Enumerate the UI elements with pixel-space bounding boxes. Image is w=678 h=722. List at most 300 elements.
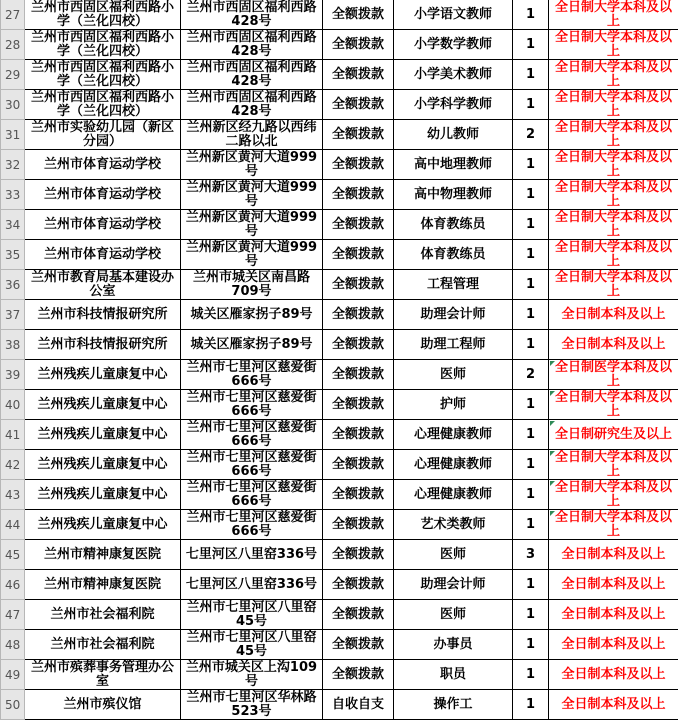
address-cell[interactable]	[181, 540, 323, 570]
requirement-cell[interactable]	[549, 330, 678, 360]
requirement-cell[interactable]	[549, 240, 678, 270]
requirement-cell-text: 全日制本科及以上	[561, 576, 666, 592]
row-number-text: 31	[5, 127, 21, 142]
row-number[interactable]	[1, 30, 25, 60]
requirement-cell-text: 全日制本科及以上	[561, 696, 666, 712]
count-cell-text: 2	[525, 126, 536, 142]
unit-cell-text: 兰州市体育运动学校	[43, 186, 161, 202]
table-row	[1, 420, 678, 450]
row-number[interactable]	[1, 210, 25, 240]
funding-cell-text: 全额拨款	[331, 546, 384, 562]
row-number-text: 29	[5, 67, 21, 82]
position-cell[interactable]	[394, 150, 513, 180]
address-cell[interactable]	[181, 510, 323, 540]
row-number[interactable]	[1, 240, 25, 270]
funding-cell-text: 全额拨款	[331, 6, 384, 22]
count-cell[interactable]	[513, 630, 549, 660]
unit-cell[interactable]	[25, 420, 181, 450]
funding-cell[interactable]	[323, 600, 394, 630]
table-row	[1, 120, 678, 150]
requirement-cell[interactable]	[549, 150, 678, 180]
funding-cell[interactable]	[323, 0, 394, 30]
row-number-text: 33	[5, 187, 21, 202]
position-cell[interactable]	[394, 480, 513, 510]
requirement-cell[interactable]	[549, 360, 678, 390]
count-cell-text: 1	[525, 6, 536, 22]
count-cell-text: 1	[525, 666, 536, 682]
address-cell-text: 兰州市七里河区慈爱街666号	[186, 359, 317, 389]
requirement-cell[interactable]	[549, 60, 678, 90]
requirement-cell[interactable]	[549, 390, 678, 420]
address-cell-text: 兰州市七里河区慈爱街666号	[186, 419, 317, 449]
address-cell[interactable]	[181, 60, 323, 90]
funding-cell-text: 全额拨款	[331, 36, 384, 52]
requirement-cell[interactable]	[549, 180, 678, 210]
table-row	[1, 630, 678, 660]
address-cell[interactable]	[181, 450, 323, 480]
funding-cell-text: 全额拨款	[331, 336, 384, 352]
funding-cell[interactable]	[323, 360, 394, 390]
unit-cell[interactable]	[25, 390, 181, 420]
row-number-text: 44	[5, 517, 21, 532]
count-cell[interactable]	[513, 120, 549, 150]
address-cell[interactable]	[181, 390, 323, 420]
row-number-text: 45	[5, 547, 21, 562]
row-number-text: 46	[5, 577, 21, 592]
count-cell[interactable]	[513, 330, 549, 360]
funding-cell-text: 全额拨款	[331, 486, 384, 502]
row-number-text: 27	[5, 7, 21, 22]
requirement-cell[interactable]	[549, 30, 678, 60]
address-cell[interactable]	[181, 270, 323, 300]
row-number[interactable]	[1, 360, 25, 390]
requirement-cell[interactable]	[549, 0, 678, 30]
row-number[interactable]	[1, 390, 25, 420]
funding-cell[interactable]	[323, 240, 394, 270]
funding-cell-text: 全额拨款	[331, 156, 384, 172]
unit-cell[interactable]	[25, 630, 181, 660]
table-row	[1, 300, 678, 330]
position-cell[interactable]	[394, 570, 513, 600]
unit-cell[interactable]	[25, 360, 181, 390]
unit-cell-text: 兰州市实验幼儿园（新区分园）	[30, 119, 174, 149]
position-cell[interactable]	[394, 300, 513, 330]
funding-cell[interactable]	[323, 660, 394, 690]
address-cell[interactable]	[181, 570, 323, 600]
count-cell[interactable]	[513, 210, 549, 240]
table-row	[1, 150, 678, 180]
funding-cell[interactable]	[323, 480, 394, 510]
row-number[interactable]	[1, 120, 25, 150]
unit-cell[interactable]	[25, 270, 181, 300]
requirement-cell[interactable]	[549, 630, 678, 660]
position-cell-text: 职员	[439, 666, 466, 682]
funding-cell[interactable]	[323, 390, 394, 420]
unit-cell[interactable]	[25, 690, 181, 720]
unit-cell[interactable]	[25, 450, 181, 480]
funding-cell[interactable]	[323, 210, 394, 240]
table-row	[1, 600, 678, 630]
requirement-cell[interactable]	[549, 570, 678, 600]
unit-cell-text: 兰州残疾儿童康复中心	[37, 516, 168, 532]
unit-cell[interactable]	[25, 600, 181, 630]
position-cell[interactable]	[394, 0, 513, 30]
unit-cell-text: 兰州市科技情报研究所	[37, 336, 168, 352]
count-cell[interactable]	[513, 660, 549, 690]
requirement-cell[interactable]	[549, 480, 678, 510]
count-cell[interactable]	[513, 270, 549, 300]
row-number-text: 39	[5, 367, 21, 382]
row-number[interactable]	[1, 330, 25, 360]
count-cell-text: 1	[525, 636, 536, 652]
row-number[interactable]	[1, 420, 25, 450]
count-cell-text: 1	[525, 306, 536, 322]
funding-cell-text: 全额拨款	[331, 66, 384, 82]
row-number-text: 30	[5, 97, 21, 112]
position-cell-text: 心理健康教师	[413, 426, 492, 442]
position-cell[interactable]	[394, 210, 513, 240]
count-cell-text: 1	[525, 186, 536, 202]
funding-cell[interactable]	[323, 90, 394, 120]
address-cell[interactable]	[181, 210, 323, 240]
row-number[interactable]	[1, 480, 25, 510]
requirement-cell-text: 全日制大学本科及以上	[554, 269, 672, 299]
unit-cell[interactable]	[25, 660, 181, 690]
count-cell[interactable]	[513, 570, 549, 600]
address-cell-text: 兰州市七里河区八里窑45号	[186, 599, 317, 629]
requirement-cell[interactable]	[549, 690, 678, 720]
requirement-cell-text: 全日制大学本科及以上	[554, 179, 672, 209]
funding-cell-text: 全额拨款	[331, 396, 384, 412]
position-cell[interactable]	[394, 690, 513, 720]
unit-cell-text: 兰州市精神康复医院	[43, 546, 161, 562]
address-cell[interactable]	[181, 420, 323, 450]
address-cell[interactable]	[181, 630, 323, 660]
funding-cell-text: 自收自支	[331, 696, 384, 712]
position-cell[interactable]	[394, 180, 513, 210]
unit-cell[interactable]	[25, 60, 181, 90]
count-cell[interactable]	[513, 60, 549, 90]
requirement-cell-text: 全日制本科及以上	[561, 546, 666, 562]
count-cell-text: 2	[525, 366, 536, 382]
position-cell[interactable]	[394, 450, 513, 480]
position-cell-text: 助理会计师	[420, 576, 486, 592]
address-cell[interactable]	[181, 690, 323, 720]
funding-cell[interactable]	[323, 570, 394, 600]
unit-cell-text: 兰州市科技情报研究所	[37, 306, 168, 322]
position-cell[interactable]	[394, 90, 513, 120]
address-cell[interactable]	[181, 300, 323, 330]
count-cell[interactable]	[513, 390, 549, 420]
row-number[interactable]	[1, 270, 25, 300]
unit-cell[interactable]	[25, 90, 181, 120]
address-cell[interactable]	[181, 660, 323, 690]
position-cell[interactable]	[394, 540, 513, 570]
table-row	[1, 510, 678, 540]
table-row	[1, 210, 678, 240]
count-cell[interactable]	[513, 690, 549, 720]
address-cell-text: 兰州市七里河区慈爱街666号	[186, 479, 317, 509]
requirement-cell[interactable]	[549, 120, 678, 150]
table-row	[1, 360, 678, 390]
table-row	[1, 390, 678, 420]
count-cell-text: 1	[525, 276, 536, 292]
address-cell-text: 兰州市西固区福利西路428号	[186, 0, 317, 29]
table-row	[1, 30, 678, 60]
address-cell[interactable]	[181, 120, 323, 150]
position-cell[interactable]	[394, 420, 513, 450]
count-cell-text: 1	[525, 456, 536, 472]
unit-cell[interactable]	[25, 300, 181, 330]
table-row	[1, 660, 678, 690]
row-number[interactable]	[1, 450, 25, 480]
unit-cell[interactable]	[25, 240, 181, 270]
position-cell[interactable]	[394, 630, 513, 660]
funding-cell-text: 全额拨款	[331, 306, 384, 322]
position-cell[interactable]	[394, 30, 513, 60]
funding-cell-text: 全额拨款	[331, 576, 384, 592]
requirement-cell[interactable]	[549, 210, 678, 240]
position-cell[interactable]	[394, 360, 513, 390]
requirement-cell[interactable]	[549, 420, 678, 450]
unit-cell-text: 兰州市体育运动学校	[43, 246, 161, 262]
requirement-cell[interactable]	[549, 540, 678, 570]
count-cell[interactable]	[513, 420, 549, 450]
table-row	[1, 90, 678, 120]
position-cell-text: 幼儿教师	[426, 126, 479, 142]
comment-marker-icon	[550, 391, 555, 396]
funding-cell-text: 全额拨款	[331, 516, 384, 532]
table-row	[1, 180, 678, 210]
requirement-cell[interactable]	[549, 270, 678, 300]
requirement-cell-text: 全日制大学本科及以上	[554, 389, 672, 419]
row-number[interactable]	[1, 90, 25, 120]
requirement-cell[interactable]	[549, 660, 678, 690]
count-cell-text: 1	[525, 336, 536, 352]
address-cell-text: 兰州市西固区福利西路428号	[186, 89, 317, 119]
requirement-cell-text: 全日制本科及以上	[561, 606, 666, 622]
requirement-cell[interactable]	[549, 450, 678, 480]
position-cell[interactable]	[394, 120, 513, 150]
position-cell-text: 艺术类教师	[420, 516, 486, 532]
address-cell[interactable]	[181, 480, 323, 510]
table-row	[1, 540, 678, 570]
funding-cell-text: 全额拨款	[331, 96, 384, 112]
row-number[interactable]	[1, 510, 25, 540]
funding-cell-text: 全额拨款	[331, 216, 384, 232]
count-cell[interactable]	[513, 510, 549, 540]
funding-cell[interactable]	[323, 690, 394, 720]
unit-cell-text: 兰州市教育局基本建设办公室	[30, 269, 174, 299]
count-cell[interactable]	[513, 450, 549, 480]
requirement-cell[interactable]	[549, 510, 678, 540]
unit-cell-text: 兰州市殡仪馆	[63, 696, 142, 712]
funding-cell[interactable]	[323, 180, 394, 210]
position-cell-text: 小学科学教师	[413, 96, 492, 112]
funding-cell[interactable]	[323, 510, 394, 540]
unit-cell-text: 兰州市精神康复医院	[43, 576, 161, 592]
count-cell-text: 1	[525, 216, 536, 232]
funding-cell-text: 全额拨款	[331, 366, 384, 382]
funding-cell-text: 全额拨款	[331, 276, 384, 292]
unit-cell[interactable]	[25, 330, 181, 360]
unit-cell[interactable]	[25, 510, 181, 540]
row-number[interactable]	[1, 600, 25, 630]
position-cell-text: 护师	[439, 396, 466, 412]
unit-cell[interactable]	[25, 30, 181, 60]
address-cell[interactable]	[181, 30, 323, 60]
funding-cell[interactable]	[323, 630, 394, 660]
unit-cell-text: 兰州市体育运动学校	[43, 156, 161, 172]
unit-cell-text: 兰州市西固区福利西路小学（兰化四校）	[30, 29, 174, 59]
address-cell[interactable]	[181, 0, 323, 30]
address-cell[interactable]	[181, 180, 323, 210]
address-cell[interactable]	[181, 600, 323, 630]
table-row	[1, 570, 678, 600]
count-cell-text: 1	[525, 36, 536, 52]
funding-cell[interactable]	[323, 150, 394, 180]
unit-cell[interactable]	[25, 150, 181, 180]
count-cell[interactable]	[513, 150, 549, 180]
requirement-cell-text: 全日制大学本科及以上	[554, 239, 672, 269]
count-cell[interactable]	[513, 300, 549, 330]
address-cell-text: 七里河区八里窑336号	[185, 576, 318, 592]
address-cell-text: 兰州市七里河区慈爱街666号	[186, 509, 317, 539]
position-cell[interactable]	[394, 510, 513, 540]
funding-cell-text: 全额拨款	[331, 456, 384, 472]
row-number[interactable]	[1, 0, 25, 30]
row-number[interactable]	[1, 180, 25, 210]
unit-cell[interactable]	[25, 180, 181, 210]
funding-cell[interactable]	[323, 420, 394, 450]
requirement-cell-text: 全日制大学本科及以上	[554, 89, 672, 119]
unit-cell[interactable]	[25, 540, 181, 570]
position-cell[interactable]	[394, 60, 513, 90]
funding-cell-text: 全额拨款	[331, 126, 384, 142]
count-cell[interactable]	[513, 600, 549, 630]
unit-cell[interactable]	[25, 0, 181, 30]
funding-cell[interactable]	[323, 330, 394, 360]
position-cell-text: 助理会计师	[420, 306, 486, 322]
funding-cell[interactable]	[323, 540, 394, 570]
comment-marker-icon	[550, 451, 555, 456]
unit-cell[interactable]	[25, 210, 181, 240]
row-number[interactable]	[1, 630, 25, 660]
requirement-cell[interactable]	[549, 600, 678, 630]
unit-cell-text: 兰州残疾儿童康复中心	[37, 456, 168, 472]
requirement-cell[interactable]	[549, 90, 678, 120]
count-cell[interactable]	[513, 540, 549, 570]
row-number-text: 47	[5, 607, 21, 622]
address-cell[interactable]	[181, 330, 323, 360]
requirement-cell-text: 全日制研究生及以上	[554, 426, 672, 442]
funding-cell[interactable]	[323, 300, 394, 330]
position-cell-text: 医师	[439, 606, 466, 622]
address-cell-text: 兰州新区黄河大道999号	[185, 239, 318, 269]
address-cell-text: 兰州新区黄河大道999号	[185, 149, 318, 179]
row-number[interactable]	[1, 60, 25, 90]
count-cell[interactable]	[513, 240, 549, 270]
row-number-text: 42	[5, 457, 21, 472]
count-cell-text: 1	[525, 606, 536, 622]
funding-cell-text: 全额拨款	[331, 246, 384, 262]
comment-marker-icon	[550, 421, 555, 426]
position-cell[interactable]	[394, 600, 513, 630]
unit-cell[interactable]	[25, 480, 181, 510]
unit-cell-text: 兰州市社会福利院	[50, 606, 155, 622]
unit-cell-text: 兰州市西固区福利西路小学（兰化四校）	[30, 59, 174, 89]
position-cell[interactable]	[394, 270, 513, 300]
funding-cell[interactable]	[323, 270, 394, 300]
row-number-text: 49	[5, 667, 21, 682]
funding-cell-text: 全额拨款	[331, 636, 384, 652]
count-cell[interactable]	[513, 30, 549, 60]
requirement-cell-text: 全日制本科及以上	[561, 636, 666, 652]
table-row	[1, 60, 678, 90]
row-number[interactable]	[1, 540, 25, 570]
funding-cell[interactable]	[323, 30, 394, 60]
position-cell-text: 高中地理教师	[413, 156, 492, 172]
address-cell-text: 兰州市七里河区八里窑45号	[186, 629, 317, 659]
requirement-cell-text: 全日制大学本科及以上	[554, 449, 672, 479]
count-cell[interactable]	[513, 480, 549, 510]
requirement-cell-text: 全日制大学本科及以上	[554, 29, 672, 59]
address-cell-text: 兰州市城关区上沟109号	[185, 659, 318, 689]
row-number[interactable]	[1, 570, 25, 600]
row-number-text: 36	[5, 277, 21, 292]
position-cell[interactable]	[394, 390, 513, 420]
row-number[interactable]	[1, 660, 25, 690]
unit-cell[interactable]	[25, 570, 181, 600]
address-cell-text: 兰州市七里河区慈爱街666号	[186, 449, 317, 479]
position-cell-text: 医师	[439, 546, 466, 562]
funding-cell[interactable]	[323, 120, 394, 150]
requirement-cell-text: 全日制本科及以上	[561, 306, 666, 322]
row-number-text: 48	[5, 637, 21, 652]
unit-cell-text: 兰州市西固区福利西路小学（兰化四校）	[30, 89, 174, 119]
table-row	[1, 270, 678, 300]
address-cell[interactable]	[181, 360, 323, 390]
row-number[interactable]	[1, 300, 25, 330]
position-cell[interactable]	[394, 660, 513, 690]
row-number[interactable]	[1, 690, 25, 720]
unit-cell[interactable]	[25, 120, 181, 150]
row-number[interactable]	[1, 150, 25, 180]
funding-cell[interactable]	[323, 60, 394, 90]
unit-cell-text: 兰州市体育运动学校	[43, 216, 161, 232]
count-cell[interactable]	[513, 90, 549, 120]
unit-cell-text: 兰州市社会福利院	[50, 636, 155, 652]
position-cell[interactable]	[394, 240, 513, 270]
requirement-cell[interactable]	[549, 300, 678, 330]
requirement-cell-text: 全日制大学本科及以上	[554, 59, 672, 89]
position-cell[interactable]	[394, 330, 513, 360]
address-cell[interactable]	[181, 90, 323, 120]
requirement-cell-text: 全日制大学本科及以上	[554, 149, 672, 179]
unit-cell-text: 兰州市殡葬事务管理办公室	[30, 659, 174, 689]
address-cell[interactable]	[181, 150, 323, 180]
count-cell[interactable]	[513, 0, 549, 30]
address-cell[interactable]	[181, 240, 323, 270]
position-cell-text: 小学数学教师	[413, 36, 492, 52]
address-cell-text: 兰州新区黄河大道999号	[185, 179, 318, 209]
address-cell-text: 兰州新区黄河大道999号	[185, 209, 318, 239]
count-cell-text: 1	[525, 576, 536, 592]
count-cell-text: 1	[525, 96, 536, 112]
funding-cell[interactable]	[323, 450, 394, 480]
count-cell[interactable]	[513, 180, 549, 210]
count-cell[interactable]	[513, 360, 549, 390]
